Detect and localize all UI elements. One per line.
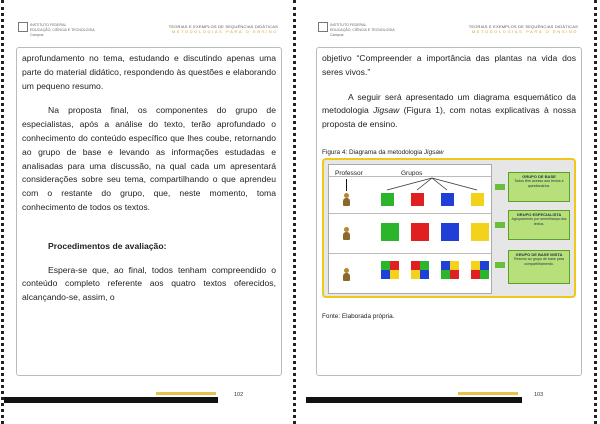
yellow-group (471, 223, 489, 241)
left-body (22, 52, 276, 305)
blue-group (441, 223, 459, 241)
book-title (148, 24, 278, 34)
book-title-sub: METODOLOGIAS PARA O ENSINO (171, 29, 278, 34)
row-divider (329, 253, 491, 254)
page-header (16, 22, 286, 44)
institution-line3: Campus (30, 33, 44, 37)
blue-piece (441, 193, 454, 206)
book-title-sub: METODOLOGIAS PARA O ENSINO (471, 29, 578, 34)
book-title-main: TEORIAS E EXEMPLOS DE SEQUÊNCIAS DIDÁTICAS (168, 24, 278, 29)
green-group (381, 223, 399, 241)
left-page-edge (1, 0, 4, 424)
note-text: Retorno ao grupo de base para compartilhamento. (514, 257, 564, 266)
footer-accent (156, 392, 216, 395)
diagram-panel (328, 164, 492, 294)
red-group (411, 223, 429, 241)
paragraph: Espera-se que, ao final, todos tenham compreendido o conteúdo completo referente aos quatro textos oferecidos, alcançando-se, assim, o (22, 264, 276, 303)
note-title: GRUPO DE BASE MISTA (515, 252, 563, 257)
figure-caption-emphasis: Jigsaw (423, 148, 444, 156)
footer-accent (458, 392, 518, 395)
paragraph: aprofundamento no tema, estudando e discutindo apenas uma parte do material didático, respondendo às questões e elaborando um pequeno resumo. (22, 53, 276, 91)
right-page-edge (594, 0, 597, 424)
figure-source: Fonte: Elaborada própria. (322, 313, 395, 320)
paragraph-emphasis: Jigsaw (373, 105, 400, 116)
paragraph: objetivo “Compreender a importância das plantas na vida dos seres vivos.” (322, 53, 576, 77)
institution-line1: INSTITUTO FEDERAL (330, 23, 367, 27)
jigsaw-diagram (322, 158, 576, 298)
column-grupos: Grupos (401, 170, 423, 177)
page-divider (293, 0, 296, 424)
institution-name (330, 23, 450, 38)
institution-logo (318, 22, 328, 32)
page-number: 102 (234, 392, 244, 398)
teacher-figure (343, 268, 350, 281)
page-number: 103 (534, 392, 544, 398)
institution-logo (18, 22, 28, 32)
institution-line3: Campus (330, 33, 344, 37)
institution-line2: EDUCAÇÃO, CIÊNCIA E TECNOLOGIA (330, 28, 395, 32)
institution-name (30, 23, 150, 38)
paragraph-text: (Figura 1), com notas explicativas à nossa proposta de ensino. (322, 105, 576, 130)
right-page (316, 0, 586, 424)
footer-bar (306, 397, 522, 403)
yellow-piece (471, 193, 484, 206)
mixed-groups (381, 261, 491, 281)
note-grupo-base-mista (508, 250, 570, 284)
note-title: GRUPO ESPECIALISTA (516, 212, 562, 217)
institution-line1: INSTITUTO FEDERAL (30, 23, 67, 27)
left-page (16, 0, 286, 424)
note-grupo-base (508, 172, 570, 202)
teacher-figure (343, 227, 350, 240)
row-divider (329, 213, 491, 214)
paragraph: Na proposta final, os componentes do grupo de especialistas, após a análise do texto, terão aprofundado o conhecimento do conteúdo específico que lhes coube, retornando ao grupo de base e levando as informações estudadas e analisadas para uma discussão, na qual cada um apresentará considerações sobre seu tema, compartilhando o que aprendeu com o restante do grupo, que, neste momento, toma conhecimento de todos os textos. (22, 105, 276, 212)
institution-line2: EDUCAÇÃO, CIÊNCIA E TECNOLOGIA (30, 28, 95, 32)
footer-bar (4, 397, 218, 403)
teacher-figure (343, 193, 350, 206)
right-body (322, 52, 576, 320)
green-piece (381, 193, 394, 206)
paragraph (322, 91, 576, 132)
column-professor: Professor (335, 170, 363, 177)
arrow-icon (495, 222, 505, 228)
book-title (448, 24, 578, 34)
paragraph-text: A seguir será apresentado um diagrama esquemático da metodologia (322, 91, 576, 116)
note-text: Agrupamento por semelhança dos textos. (511, 217, 567, 226)
down-arrow (346, 179, 347, 191)
note-text: Todos têm acesso aos textos e questionários. (514, 179, 564, 188)
arrow-icon (495, 262, 505, 268)
distribution-arrows (377, 177, 487, 191)
red-piece (411, 193, 424, 206)
page-header (316, 22, 586, 44)
note-grupo-especialista (508, 210, 570, 240)
book-title-main: TEORIAS E EXEMPLOS DE SEQUÊNCIAS DIDÁTICAS (468, 24, 578, 29)
arrow-icon (495, 184, 505, 190)
figure-caption-text: Figura 4: Diagrama da metodologia (322, 148, 424, 156)
section-heading: Procedimentos de avaliação: (48, 240, 167, 251)
note-title: GRUPO DE BASE (522, 174, 556, 179)
